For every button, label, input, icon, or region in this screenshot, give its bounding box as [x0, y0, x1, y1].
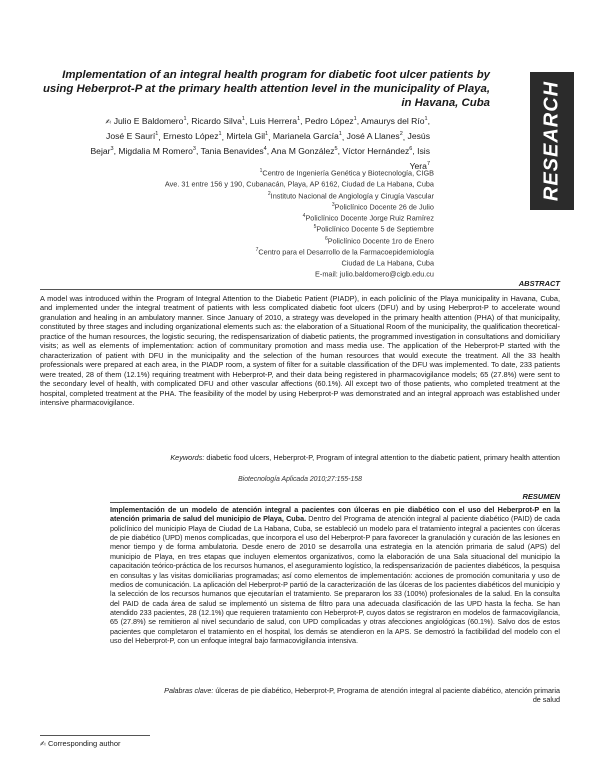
affiliation-marker: 1 — [259, 168, 263, 174]
affiliation-text: Policlínico Docente Jorge Ruiz Ramírez — [305, 213, 434, 223]
corresponding-author-icon: ✍ — [105, 117, 112, 126]
author-affiliation-marker: 2 — [399, 131, 403, 138]
author-name-text: Ernesto López — [163, 131, 219, 142]
author-name-text: Amaurys del Río — [361, 115, 425, 126]
affiliation-marker: 2 — [267, 190, 271, 197]
author-name — [250, 116, 300, 126]
author-name — [106, 131, 158, 141]
affiliation-line — [150, 201, 434, 212]
article-title: Implementation of an integral health program for diabetic foot ulcer patients by using Heberprot-P at the primary health attention level in the municipality of Playa, in Havana, Cuba — [42, 69, 490, 109]
affiliation-line — [150, 212, 434, 223]
keywords-text: diabetic food ulcers, Heberprot-P, Program of integral attention to the diabetic patient, primary health attention — [206, 453, 560, 462]
author-name-text: José A Llanes — [346, 131, 400, 142]
author-name — [114, 116, 187, 126]
resumen-rule — [110, 502, 560, 503]
affiliation-line — [150, 257, 434, 268]
author-name-text: Isis Yera — [409, 145, 430, 171]
affiliation-line — [150, 190, 434, 201]
abstract-text: A model was introduced within the Program of Integral Attention to the Diabetic Patient (PIADP), in each policlinic of the Playa municipality in Havana, Cuba, and implemented under the integral treatment of patients with less complicated diabetic foot ulcers (DFU) and by using Heberprot-P to accelerate wound granulation and healing in an ambulatory manner. Since January of 2010, a strategy was developed in the primary health attention (PHA) of that municipality, constituted by three stages and including organizational elements such as: the elaboration of a Situational Room of the municipality, the qualification theoretical-practice of the human resources, the logistic securing, the redispensarization of diabetic patients, the programmed investigation in consultations and domiciliary visits; as well as elements of implementation: action of communitary promotion and mass media use. The application of the Heberprot-P started with the characterization of patient with DFU in the municipality and the selection of the human resources that would execute the treatment. All the 33 health professionals were prepared at each area, in the PIADP room, a system of filter for a suitable classification of the DFU was implemented. To date, 233 patients were treated, 28 of them (12.1%) requiring treatment with Heberprot-P, and their data being registered in pharmacovigilance models; 65 (27.8%) were sent to the secondary level of health, with complicated DFU and other vascular affections (60.1%). All except two of those patients, who completed treatment at the hospital, completed treatment at the PHA. The feasibility of the model by using Heberprot-P was demonstrated and an integral approach was established under intensive pharmacovigilance. — [40, 294, 560, 407]
author-name-text: Ana M González — [271, 145, 335, 156]
author-affiliation-marker: 1 — [265, 131, 269, 138]
author-affiliation-marker: 1 — [338, 131, 342, 138]
author-affiliation-marker: 1 — [297, 116, 301, 122]
author-affiliation-marker: 1 — [241, 116, 245, 122]
resumen-heading: RESUMEN — [522, 492, 560, 501]
section-label: RESEARCH — [540, 80, 563, 202]
affiliation-line — [150, 167, 434, 178]
author-name — [347, 131, 403, 141]
citation: Biotecnología Aplicada 2010;27:155-158 — [238, 476, 362, 483]
affiliation-line — [150, 268, 434, 279]
affiliation-text: Centro para el Desarrollo de la Farmacoepidemiología — [258, 247, 434, 257]
author-name-text: José E Saurí — [106, 131, 156, 142]
author-name — [273, 131, 342, 141]
affiliation-marker: 5 — [313, 224, 317, 231]
affiliation-text: E-mail: julio.baldomero@cigb.edu.cu — [315, 269, 434, 279]
author-name-text: Víctor Hernández — [342, 145, 410, 156]
author-affiliation-marker: 4 — [263, 146, 267, 153]
affiliation-text: Ave. 31 entre 156 y 190, Cubanacán, Playa, AP 6162, Ciudad de La Habana, Cuba — [164, 179, 434, 189]
affiliation-marker: 3 — [331, 201, 335, 208]
affiliation-line — [150, 223, 434, 234]
author-affiliation-marker: 1 — [424, 116, 428, 122]
author-affiliation-marker: 3 — [192, 146, 196, 153]
footnote-rule — [40, 735, 150, 736]
author-list: ✍ Julio E Baldomero$^1$, Ricardo Silva$^1$, Luis Herrera$^1$, Pedro López$^1$, Amaurys del Río$^1$, José E Saurí$^1$, Ernesto López$^1$, Mirtela Gil$^1$, Marianela García$^1$, José A Llanes$^2$, Jesús Bejar$^3$, Migdalia M Romero$^3$, Tania Benavides$^4$, Ana M González$^5$, Víctor Hernández$^6$, Isis Yera$^7$ — [90, 115, 430, 171]
author-name — [118, 146, 196, 156]
affiliation-text: Policlínico Docente 26 de Julio — [334, 202, 434, 212]
palabras-block — [160, 686, 560, 705]
affiliation-text: Policlínico Docente 1ro de Enero — [327, 236, 434, 246]
author-affiliation-marker: 5 — [334, 146, 338, 153]
affiliation-text: Policlínico Docente 5 de Septiembre — [316, 224, 434, 234]
author-name-text: Tania Benavides — [200, 145, 264, 156]
author-name — [271, 146, 338, 156]
resumen-title: Implementación de un modelo de atención integral a pacientes con úlceras en pie diabético con el uso del Heberprot-P en la atención primaria de salud del municipio de Playa, Cuba. — [110, 505, 560, 524]
author-name — [342, 146, 412, 156]
affiliation-list — [150, 167, 434, 280]
affiliation-line — [150, 178, 434, 189]
keywords-block — [100, 453, 560, 462]
author-name — [163, 131, 221, 141]
author-name-text: Jesús Bejar — [90, 131, 430, 156]
resumen-text — [110, 505, 560, 645]
affiliation-line — [150, 235, 434, 246]
author-affiliation-marker: 1 — [155, 131, 159, 138]
author-name — [201, 146, 267, 156]
author-name — [361, 116, 428, 126]
palabras-label: Palabras clave: — [164, 686, 214, 695]
author-affiliation-marker: 1 — [183, 116, 187, 122]
footnote — [40, 739, 121, 748]
author-name — [305, 116, 357, 126]
section-label-box — [530, 72, 574, 210]
affiliation-text: Centro de Ingeniería Genética y Biotecnología, CIGB — [262, 168, 434, 178]
author-name-text: Pedro López — [304, 115, 354, 126]
author-affiliation-marker: 1 — [218, 131, 222, 138]
author-affiliation-marker: 6 — [409, 146, 413, 153]
footnote-text: Corresponding author — [47, 739, 121, 748]
affiliation-text: Instituto Nacional de Angiología y Cirugía Vascular — [270, 190, 434, 200]
author-affiliation-marker: 7 — [426, 160, 430, 167]
keywords-label: Keywords: — [170, 453, 205, 462]
author-name-text: Julio E Baldomero — [113, 115, 184, 126]
resumen-body: Dentro del Programa de atención integral al paciente diabético (PAID) de cada policlínico del municipio Playa de Ciudad de La Habana, Cuba, se estableció un modelo para el tratamiento integral a pacientes con úlceras de pie diabético (UPD) menos complicadas, que incorpora el uso del Heberprot-P para favorecer la granulación y curación de las lesiones en menor tiempo y de forma ambulatoria. Desde enero de 2010 se desarrolla una estrategia en la atención primaria de salud (APS) del municipio de Playa, en tres etapas que incluyen elementos organizativos, como la elaboración de una Sala situacional del municipio la capacitación teórico-práctica de los recursos humanos, el aseguramiento logístico, la redispensarización de pacientes diabéticos, la pesquisa en consultas y las visitas domiciliarias programadas; así como elementos de implementación: acciones de promoción comunitaria y uso de medios de comunicación. La aplicación del Heberprot-P partió de la caracterización de las úlceras de los pacientes diabéticos del municipio y la selección de los recursos humanos que ejecutarían el tratamiento. Se prepararon los 33 (100%) profesionales de la salud. En la consulta del PAID de cada área de salud se implementó un sistema de filtro para una adecuada clasificación de las UPD hasta la fecha. Se han atendido 233 pacientes, 28 (12.1%) que requieren tratamiento con Heberprot-P, cuyos datos se registraron en modelos de farmacovigilancia, 65 (27.8%) se remitieron al nivel secundario de salud, con UPD complicadas y otras afecciones angiológicas (60.1%). Salvo dos de estos pacientes que completaron el tratamiento en el hospital, los demás se atendieron en la APS. Se demostró la factibilidad del modelo con el uso del Heberprot-P, con un enfoque integral bajo farmacovigilancia intensiva. — [110, 514, 560, 646]
author-name-text: Migdalia M Romero — [118, 145, 193, 156]
affiliation-text: Ciudad de La Habana, Cuba — [341, 258, 434, 268]
abstract-rule — [40, 289, 560, 290]
author-affiliation-marker: 1 — [353, 116, 357, 122]
author-name — [226, 131, 268, 141]
author-name — [191, 116, 245, 126]
author-name-text: Luis Herrera — [249, 115, 298, 126]
affiliation-marker: 7 — [255, 246, 259, 253]
affiliation-line — [150, 246, 434, 257]
author-name-text: Marianela García — [272, 131, 339, 142]
affiliation-marker: 6 — [324, 235, 328, 242]
affiliation-marker: 4 — [302, 213, 306, 220]
author-affiliation-marker: 3 — [110, 146, 114, 153]
author-name-text: Mirtela Gil — [226, 131, 266, 142]
palabras-text: úlceras de pie diabético, Heberprot-P, Programa de atención integral al paciente diabético, atención primaria de salud — [215, 686, 560, 705]
pen-icon: ✍ — [40, 740, 46, 748]
author-name-text: Ricardo Silva — [191, 115, 242, 126]
abstract-heading: ABSTRACT — [518, 279, 560, 288]
